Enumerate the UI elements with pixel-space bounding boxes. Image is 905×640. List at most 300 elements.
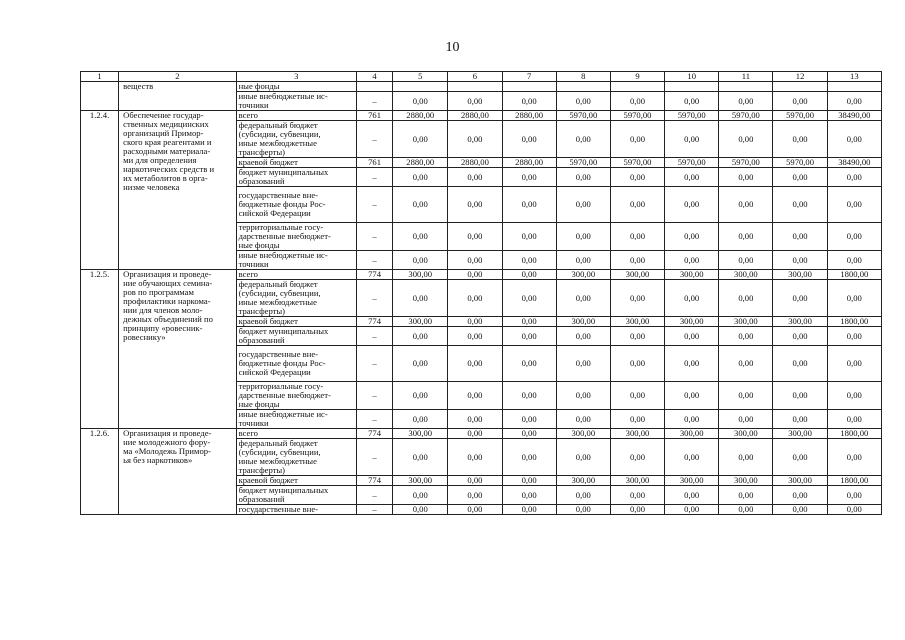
item-name-line: организаций Примор- <box>123 128 204 138</box>
amount-cell: 1800,00 <box>827 317 881 327</box>
funding-source <box>236 505 356 515</box>
amount-cell: 300,00 <box>556 317 610 327</box>
department-code: – <box>357 439 393 476</box>
amount-cell: 5970,00 <box>556 158 610 168</box>
amount-cell: 0,00 <box>502 346 556 382</box>
amount-cell: 0,00 <box>827 223 881 251</box>
funding-source-line: государственные вне- <box>238 190 318 200</box>
amount-cell: 0,00 <box>719 382 773 410</box>
column-header: 7 <box>502 72 556 82</box>
amount-cell: 0,00 <box>556 251 610 270</box>
amount-cell: 0,00 <box>556 280 610 317</box>
funding-source-line: федеральный бюджет <box>238 120 318 130</box>
department-code: 774 <box>357 429 393 439</box>
amount-cell: 0,00 <box>556 168 610 187</box>
amount-cell: 2880,00 <box>393 158 448 168</box>
funding-source-line: бюджет муниципальных <box>238 485 329 495</box>
funding-source-line: территориальные госу- <box>238 381 324 391</box>
amount-cell: 0,00 <box>610 251 664 270</box>
funding-source-line: иные внебюджетные ис- <box>238 250 328 260</box>
table-row <box>81 270 882 280</box>
amount-cell: 2880,00 <box>448 111 502 121</box>
amount-cell: 5970,00 <box>610 158 664 168</box>
amount-cell: 300,00 <box>773 429 827 439</box>
department-code: – <box>357 92 393 111</box>
amount-cell: 0,00 <box>393 223 448 251</box>
amount-cell: 38490,00 <box>827 158 881 168</box>
item-name <box>119 82 236 111</box>
amount-cell: 300,00 <box>610 317 664 327</box>
funding-source <box>236 382 356 410</box>
amount-cell: 0,00 <box>773 223 827 251</box>
funding-source-line: краевой бюджет <box>238 316 298 326</box>
amount-cell: 0,00 <box>665 346 719 382</box>
item-name-line: расходными материала- <box>123 146 211 156</box>
amount-cell: 5970,00 <box>610 111 664 121</box>
amount-cell: 0,00 <box>773 410 827 429</box>
amount-cell: 0,00 <box>610 410 664 429</box>
column-header: 9 <box>610 72 664 82</box>
amount-cell: 0,00 <box>665 187 719 223</box>
amount-cell: 0,00 <box>556 187 610 223</box>
funding-source-line: дарственные внебюджет- <box>238 231 331 241</box>
amount-cell: 300,00 <box>393 317 448 327</box>
item-name-line: принципу «ровесник- <box>123 323 203 333</box>
column-header: 3 <box>236 72 356 82</box>
funding-source-line: (субсидии, субвенции, <box>238 129 321 139</box>
amount-cell: 0,00 <box>502 476 556 486</box>
funding-source-line: всего <box>238 269 258 279</box>
amount-cell: 0,00 <box>448 505 502 515</box>
amount-cell: 0,00 <box>556 439 610 476</box>
amount-cell: 0,00 <box>773 168 827 187</box>
funding-source-line: всего <box>238 110 258 120</box>
column-header: 11 <box>719 72 773 82</box>
amount-cell: 0,00 <box>393 346 448 382</box>
amount-cell: 0,00 <box>827 121 881 158</box>
amount-cell: 5970,00 <box>556 111 610 121</box>
amount-cell <box>665 82 719 92</box>
amount-cell: 0,00 <box>448 476 502 486</box>
item-number: 1.2.4. <box>81 111 119 270</box>
funding-source-line: иные межбюджетные <box>238 138 317 148</box>
amount-cell: 1800,00 <box>827 429 881 439</box>
amount-cell: 0,00 <box>773 382 827 410</box>
funding-source-line: образований <box>238 494 285 504</box>
amount-cell: 300,00 <box>665 429 719 439</box>
table-row <box>81 111 882 121</box>
amount-cell: 0,00 <box>610 187 664 223</box>
funding-source-line: сийской Федерации <box>238 208 311 218</box>
funding-source <box>236 92 356 111</box>
amount-cell: 0,00 <box>665 382 719 410</box>
funding-source-line: иные внебюджетные ис- <box>238 91 328 101</box>
amount-cell: 0,00 <box>502 486 556 505</box>
amount-cell: 300,00 <box>556 270 610 280</box>
funding-source <box>236 158 356 168</box>
amount-cell: 0,00 <box>773 121 827 158</box>
item-name-line: ние обучающих семина- <box>123 278 213 288</box>
amount-cell <box>556 82 610 92</box>
department-code: – <box>357 121 393 158</box>
amount-cell: 0,00 <box>448 382 502 410</box>
amount-cell: 0,00 <box>827 346 881 382</box>
item-name-line: их метаболитов в орга- <box>123 173 208 183</box>
amount-cell: 0,00 <box>448 429 502 439</box>
column-header: 8 <box>556 72 610 82</box>
amount-cell <box>393 82 448 92</box>
funding-source <box>236 429 356 439</box>
amount-cell: 0,00 <box>556 121 610 158</box>
amount-cell: 5970,00 <box>665 111 719 121</box>
amount-cell: 0,00 <box>719 346 773 382</box>
item-name-line: Организация и проведе- <box>123 269 212 279</box>
amount-cell: 0,00 <box>393 327 448 346</box>
funding-source <box>236 327 356 346</box>
amount-cell: 0,00 <box>448 187 502 223</box>
amount-cell: 300,00 <box>719 429 773 439</box>
department-code: – <box>357 486 393 505</box>
item-name-line: ров по программам <box>123 287 194 297</box>
item-name-line: дежных объединений по <box>123 314 213 324</box>
amount-cell: 0,00 <box>448 223 502 251</box>
item-number <box>81 82 119 111</box>
amount-cell: 0,00 <box>393 439 448 476</box>
amount-cell: 1800,00 <box>827 270 881 280</box>
funding-source-line: точники <box>238 100 269 110</box>
amount-cell: 300,00 <box>719 270 773 280</box>
amount-cell: 0,00 <box>827 439 881 476</box>
table-row <box>81 82 882 92</box>
amount-cell: 0,00 <box>719 92 773 111</box>
department-code <box>357 82 393 92</box>
funding-source-line: всего <box>238 428 258 438</box>
funding-source-line: трансферты) <box>238 465 286 475</box>
amount-cell: 0,00 <box>719 187 773 223</box>
department-code: 761 <box>357 158 393 168</box>
amount-cell: 0,00 <box>827 280 881 317</box>
amount-cell: 300,00 <box>610 270 664 280</box>
amount-cell: 0,00 <box>610 486 664 505</box>
amount-cell: 300,00 <box>610 429 664 439</box>
amount-cell: 0,00 <box>448 251 502 270</box>
amount-cell: 300,00 <box>393 476 448 486</box>
amount-cell: 0,00 <box>610 382 664 410</box>
amount-cell: 0,00 <box>610 439 664 476</box>
amount-cell: 1800,00 <box>827 476 881 486</box>
amount-cell: 0,00 <box>556 327 610 346</box>
amount-cell: 0,00 <box>393 410 448 429</box>
column-header: 2 <box>119 72 236 82</box>
amount-cell: 0,00 <box>502 429 556 439</box>
column-header: 12 <box>773 72 827 82</box>
item-name <box>119 429 236 515</box>
amount-cell: 0,00 <box>773 327 827 346</box>
department-code: – <box>357 410 393 429</box>
column-header: 13 <box>827 72 881 82</box>
amount-cell: 38490,00 <box>827 111 881 121</box>
funding-source-line: федеральный бюджет <box>238 438 318 448</box>
amount-cell <box>827 82 881 92</box>
page-number: 10 <box>445 40 460 55</box>
item-name-line: Обеспечение государ- <box>123 110 204 120</box>
amount-cell: 0,00 <box>556 382 610 410</box>
funding-source <box>236 223 356 251</box>
item-name-line: ственных медицинских <box>123 119 209 129</box>
amount-cell: 0,00 <box>502 92 556 111</box>
department-code: – <box>357 505 393 515</box>
amount-cell: 0,00 <box>502 317 556 327</box>
item-name-line: нии для членов моло- <box>123 305 203 315</box>
amount-cell: 0,00 <box>773 505 827 515</box>
funding-source <box>236 121 356 158</box>
funding-source-line: иные внебюджетные ис- <box>238 409 328 419</box>
amount-cell: 0,00 <box>719 439 773 476</box>
amount-cell: 0,00 <box>665 168 719 187</box>
department-code: 774 <box>357 270 393 280</box>
amount-cell: 0,00 <box>610 327 664 346</box>
amount-cell <box>502 82 556 92</box>
amount-cell: 0,00 <box>610 121 664 158</box>
amount-cell: 0,00 <box>448 410 502 429</box>
amount-cell: 0,00 <box>448 121 502 158</box>
department-code: 774 <box>357 317 393 327</box>
amount-cell <box>773 82 827 92</box>
amount-cell: 5970,00 <box>719 158 773 168</box>
amount-cell: 0,00 <box>719 486 773 505</box>
funding-source-line: ные фонды <box>238 399 280 409</box>
department-code: – <box>357 280 393 317</box>
item-name-line: профилактики наркома- <box>123 296 211 306</box>
amount-cell: 0,00 <box>773 346 827 382</box>
amount-cell: 0,00 <box>556 346 610 382</box>
amount-cell: 0,00 <box>719 168 773 187</box>
item-number: 1.2.5. <box>81 270 119 429</box>
amount-cell: 0,00 <box>502 382 556 410</box>
item-name <box>119 111 236 270</box>
amount-cell: 0,00 <box>719 505 773 515</box>
funding-source <box>236 82 356 92</box>
funding-source-line: бюджетные фонды Рос- <box>238 199 326 209</box>
amount-cell: 0,00 <box>502 121 556 158</box>
amount-cell: 0,00 <box>719 327 773 346</box>
funding-source-line: (субсидии, субвенции, <box>238 288 321 298</box>
department-code: – <box>357 223 393 251</box>
amount-cell: 2880,00 <box>448 158 502 168</box>
column-header: 1 <box>81 72 119 82</box>
department-code: – <box>357 346 393 382</box>
amount-cell: 0,00 <box>448 346 502 382</box>
column-header: 10 <box>665 72 719 82</box>
amount-cell <box>610 82 664 92</box>
item-name-line: веществ <box>123 81 154 91</box>
amount-cell: 0,00 <box>502 270 556 280</box>
amount-cell: 0,00 <box>393 187 448 223</box>
amount-cell <box>448 82 502 92</box>
amount-cell: 0,00 <box>773 280 827 317</box>
column-header: 5 <box>393 72 448 82</box>
amount-cell: 0,00 <box>827 486 881 505</box>
funding-source <box>236 410 356 429</box>
funding-source-line: краевой бюджет <box>238 157 298 167</box>
department-code: – <box>357 382 393 410</box>
item-name-line: ние молодежного фору- <box>123 437 211 447</box>
item-name-line: Организация и проведе- <box>123 428 212 438</box>
funding-source-line: иные межбюджетные <box>238 297 317 307</box>
amount-cell: 0,00 <box>502 505 556 515</box>
funding-source <box>236 439 356 476</box>
amount-cell: 300,00 <box>556 429 610 439</box>
funding-source-line: сийской Федерации <box>238 367 311 377</box>
amount-cell: 0,00 <box>773 251 827 270</box>
amount-cell: 300,00 <box>719 317 773 327</box>
amount-cell: 0,00 <box>556 92 610 111</box>
amount-cell: 300,00 <box>393 270 448 280</box>
amount-cell: 0,00 <box>393 168 448 187</box>
amount-cell: 2880,00 <box>502 111 556 121</box>
amount-cell: 0,00 <box>448 270 502 280</box>
amount-cell: 0,00 <box>773 92 827 111</box>
amount-cell: 0,00 <box>448 280 502 317</box>
funding-source-line: точники <box>238 259 269 269</box>
funding-source <box>236 187 356 223</box>
column-header: 4 <box>357 72 393 82</box>
budget-table <box>80 71 882 515</box>
amount-cell: 300,00 <box>719 476 773 486</box>
funding-source-line: трансферты) <box>238 306 286 316</box>
amount-cell: 0,00 <box>610 168 664 187</box>
amount-cell: 0,00 <box>502 280 556 317</box>
amount-cell: 0,00 <box>393 505 448 515</box>
amount-cell: 0,00 <box>773 486 827 505</box>
funding-source-line: иные межбюджетные <box>238 456 317 466</box>
department-code: – <box>357 251 393 270</box>
amount-cell: 0,00 <box>665 327 719 346</box>
amount-cell: 0,00 <box>827 410 881 429</box>
amount-cell: 0,00 <box>665 439 719 476</box>
amount-cell: 0,00 <box>448 327 502 346</box>
amount-cell: 300,00 <box>773 476 827 486</box>
amount-cell: 0,00 <box>827 251 881 270</box>
amount-cell: 2880,00 <box>393 111 448 121</box>
amount-cell: 0,00 <box>665 92 719 111</box>
amount-cell: 0,00 <box>502 439 556 476</box>
department-code: 774 <box>357 476 393 486</box>
amount-cell: 0,00 <box>502 223 556 251</box>
funding-source <box>236 317 356 327</box>
amount-cell: 0,00 <box>502 327 556 346</box>
amount-cell: 0,00 <box>773 187 827 223</box>
amount-cell: 0,00 <box>556 223 610 251</box>
funding-source-line: образований <box>238 176 285 186</box>
funding-source-line: образований <box>238 335 285 345</box>
funding-source-line: федеральный бюджет <box>238 279 318 289</box>
item-name-line: ми для определения <box>123 155 197 165</box>
amount-cell: 0,00 <box>719 121 773 158</box>
funding-source <box>236 486 356 505</box>
amount-cell: 300,00 <box>773 270 827 280</box>
funding-source <box>236 346 356 382</box>
amount-cell: 0,00 <box>719 223 773 251</box>
funding-source-line: точники <box>238 418 269 428</box>
amount-cell: 0,00 <box>502 410 556 429</box>
department-code: – <box>357 168 393 187</box>
amount-cell: 0,00 <box>665 486 719 505</box>
amount-cell: 300,00 <box>665 270 719 280</box>
funding-source-line: бюджет муниципальных <box>238 326 329 336</box>
item-name-line: ма «Молодежь Примор- <box>123 446 211 456</box>
amount-cell <box>719 82 773 92</box>
amount-cell: 300,00 <box>665 317 719 327</box>
amount-cell: 0,00 <box>719 280 773 317</box>
amount-cell: 300,00 <box>773 317 827 327</box>
amount-cell: 0,00 <box>502 168 556 187</box>
funding-source-line: трансферты) <box>238 147 286 157</box>
funding-source <box>236 476 356 486</box>
funding-source-line: дарственные внебюджет- <box>238 390 331 400</box>
amount-cell: 300,00 <box>393 429 448 439</box>
table-row <box>81 429 882 439</box>
amount-cell: 300,00 <box>665 476 719 486</box>
funding-source <box>236 251 356 270</box>
amount-cell: 0,00 <box>665 223 719 251</box>
department-code: 761 <box>357 111 393 121</box>
amount-cell: 0,00 <box>556 486 610 505</box>
amount-cell: 0,00 <box>719 410 773 429</box>
amount-cell: 0,00 <box>610 505 664 515</box>
amount-cell: 0,00 <box>665 280 719 317</box>
amount-cell: 0,00 <box>448 92 502 111</box>
amount-cell: 0,00 <box>610 346 664 382</box>
funding-source <box>236 111 356 121</box>
funding-source-line: бюджетные фонды Рос- <box>238 358 326 368</box>
amount-cell: 0,00 <box>827 168 881 187</box>
amount-cell: 5970,00 <box>773 158 827 168</box>
amount-cell: 0,00 <box>448 168 502 187</box>
department-code: – <box>357 187 393 223</box>
funding-source <box>236 280 356 317</box>
amount-cell: 0,00 <box>610 92 664 111</box>
funding-source <box>236 168 356 187</box>
funding-source-line: краевой бюджет <box>238 475 298 485</box>
amount-cell: 0,00 <box>827 92 881 111</box>
amount-cell: 0,00 <box>610 223 664 251</box>
amount-cell: 0,00 <box>393 92 448 111</box>
amount-cell: 0,00 <box>719 251 773 270</box>
funding-source <box>236 270 356 280</box>
funding-source-line: (субсидии, субвенции, <box>238 447 321 457</box>
amount-cell: 0,00 <box>610 280 664 317</box>
amount-cell: 0,00 <box>393 486 448 505</box>
amount-cell: 0,00 <box>556 410 610 429</box>
amount-cell: 0,00 <box>502 187 556 223</box>
amount-cell: 0,00 <box>393 280 448 317</box>
amount-cell: 0,00 <box>827 327 881 346</box>
amount-cell: 0,00 <box>502 251 556 270</box>
amount-cell: 0,00 <box>827 505 881 515</box>
header-row <box>81 72 882 82</box>
amount-cell: 0,00 <box>448 439 502 476</box>
funding-source-line: государственные вне- <box>238 349 318 359</box>
amount-cell: 300,00 <box>556 476 610 486</box>
item-name-line: ровеснику» <box>123 332 166 342</box>
amount-cell: 0,00 <box>827 382 881 410</box>
amount-cell: 300,00 <box>610 476 664 486</box>
funding-source-line: государственные вне- <box>238 504 318 514</box>
department-code: – <box>357 327 393 346</box>
amount-cell: 0,00 <box>448 486 502 505</box>
item-name <box>119 270 236 429</box>
